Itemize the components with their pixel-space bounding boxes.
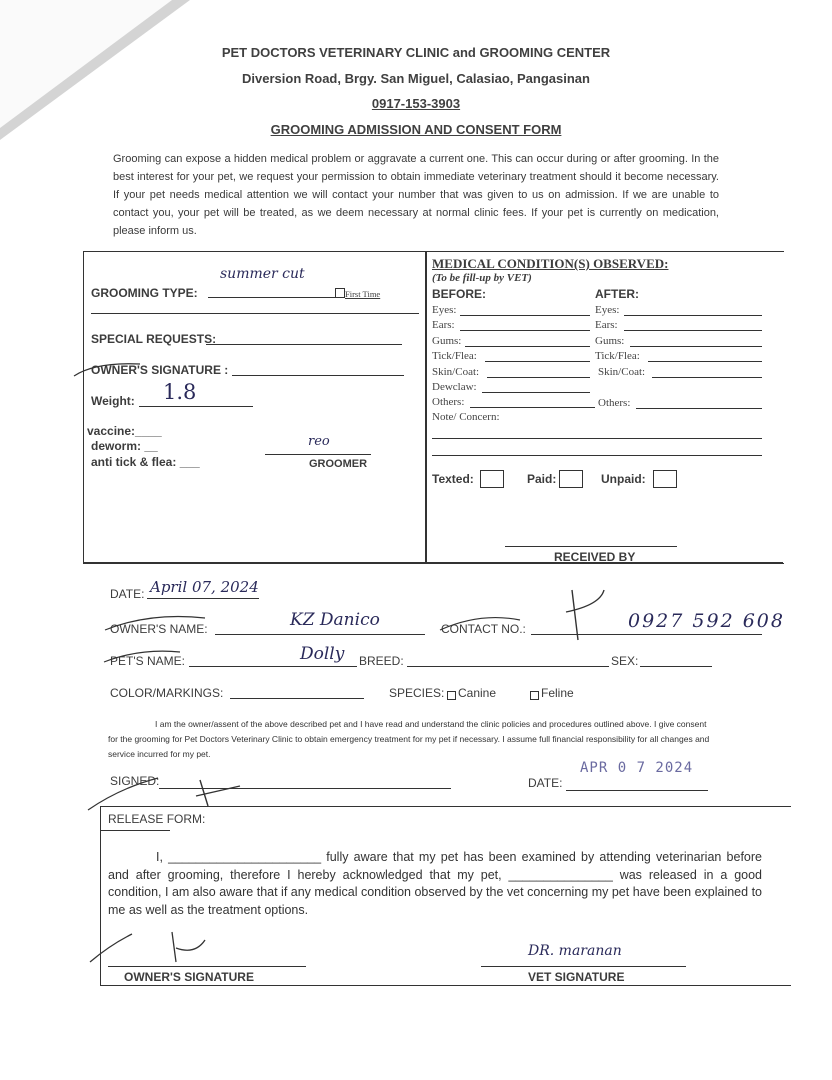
vet-signature: DR. maranan xyxy=(528,943,622,959)
clinic-name: PET DOCTORS VETERINARY CLINIC and GROOMING CENTER xyxy=(221,45,611,60)
grooming-type-label: GROOMING TYPE: xyxy=(91,286,198,300)
clinic-phone: 0917-153-3903 xyxy=(371,96,461,111)
species-label: SPECIES: xyxy=(389,686,445,700)
pet-name-value: Dolly xyxy=(300,644,345,664)
owner-name-label: OWNER'S NAME: xyxy=(110,622,208,636)
received-by-label: RECEIVED BY xyxy=(554,550,636,564)
signed-label: SIGNED: xyxy=(110,774,160,788)
signed-date-label: DATE: xyxy=(528,776,563,790)
contact-value: 0927 592 608 xyxy=(628,610,785,632)
before-dewclaw-label: Dewclaw: xyxy=(432,381,477,393)
deworm-label: deworm: __ xyxy=(91,439,158,453)
breed-label: BREED: xyxy=(359,654,404,668)
texted-label: Texted: xyxy=(432,472,474,486)
contact-label: CONTACT NO.: xyxy=(441,622,526,636)
signed-strike xyxy=(88,778,158,810)
before-skincoat-label: Skin/Coat: xyxy=(432,366,480,378)
after-tickflea-label: Tick/Flea: xyxy=(595,350,640,362)
weight-value: 1.8 xyxy=(163,380,197,404)
after-eyes-label: Eyes: xyxy=(595,304,620,316)
first-time-label: First Time xyxy=(345,289,381,299)
received-date-stamp: APR 0 7 2024 xyxy=(580,760,694,776)
contact-mark xyxy=(566,590,604,640)
before-eyes-label: Eyes: xyxy=(432,304,457,316)
after-skincoat-label: Skin/Coat: xyxy=(598,366,646,378)
contact-strike xyxy=(440,618,520,630)
clinic-address: Diversion Road, Brgy. San Miguel, Calasiao, Pangasinan xyxy=(242,71,590,86)
grooming-type-value: summer cut xyxy=(220,266,305,282)
owner-name-strike xyxy=(105,617,205,631)
intro-paragraph: Grooming can expose a hidden medical problem or aggravate a current one. This can occur during or after grooming. In the best interest for your pet, we request your permission to obtain immediate veterinary treatment should it become necessary. If your pet needs medical attention we will contact your number that was given to us on admission. If we are unable to contact you, your pet will be treated, as we deem necessary at normal clinic fees. If your pet is currently on medication, please inform us. xyxy=(113,153,719,237)
date-value: April 07, 2024 xyxy=(150,578,259,596)
before-tickflea-label: Tick/Flea: xyxy=(432,350,477,362)
color-markings-label: COLOR/MARKINGS: xyxy=(110,686,224,700)
vet-signature-label: VET SIGNATURE xyxy=(528,970,625,984)
special-requests-label: SPECIAL REQUESTS: xyxy=(91,332,217,346)
note-concern-label: Note/ Concern: xyxy=(432,411,500,423)
groomer-signature: reo xyxy=(308,434,330,449)
sex-label: SEX: xyxy=(611,654,639,668)
before-others-label: Others: xyxy=(432,396,465,408)
owner-name-value: KZ Danico xyxy=(290,610,380,630)
antitick-label: anti tick & flea: ___ xyxy=(91,455,200,469)
signed-mark xyxy=(196,780,240,806)
before-gums-label: Gums: xyxy=(432,335,462,347)
before-ears-label: Ears: xyxy=(432,319,455,331)
after-others-label: Others: xyxy=(598,397,631,409)
vaccine-label: vaccine:____ xyxy=(87,424,162,438)
feline-label: Feline xyxy=(541,686,574,700)
owner-signature-label-release: OWNER'S SIGNATURE xyxy=(124,970,254,984)
release-statement: I, ______________________ fully aware that my pet has been examined by attending veterinarian before and after grooming, therefore I hereby acknowledged that my pet, _______________ was released in a good condition, I am also aware that if any medical condition observed by the vet concerning my pet have been explained to me as well as the treatment options. xyxy=(108,850,762,917)
consent-statement: I am the owner/assent of the above described pet and I have read and understand the clinic policies and procedures outlined above. I give consent for the grooming for Pet Doctors Veterinary Clinic to obtain emergency treatment for my pet if necessary. I assume full financial responsibility for all changes and service incurred for my pet. xyxy=(108,719,710,759)
pet-name-label: PET'S NAME: xyxy=(110,654,185,668)
owner-signature-strike xyxy=(74,364,140,376)
date-label: DATE: xyxy=(110,587,145,601)
pet-name-strike xyxy=(104,651,180,662)
unpaid-label: Unpaid: xyxy=(601,472,646,486)
medical-title: MEDICAL CONDITION(S) OBSERVED: xyxy=(432,256,669,271)
before-label: BEFORE: xyxy=(432,287,486,301)
after-label: AFTER: xyxy=(595,287,639,301)
groomer-label: GROOMER xyxy=(309,458,368,470)
after-gums-label: Gums: xyxy=(595,335,625,347)
after-ears-label: Ears: xyxy=(595,319,618,331)
canine-label: Canine xyxy=(458,686,497,700)
release-form-title: RELEASE FORM: xyxy=(108,812,206,826)
owner-release-signature xyxy=(90,932,205,962)
form-title: GROOMING ADMISSION AND CONSENT FORM xyxy=(270,122,562,137)
weight-label: Weight: xyxy=(91,394,135,408)
medical-subtitle: (To be fill-up by VET) xyxy=(432,272,532,284)
paid-label: Paid: xyxy=(527,472,557,486)
owner-signature-label: OWNER'S SIGNATURE : xyxy=(91,363,229,377)
